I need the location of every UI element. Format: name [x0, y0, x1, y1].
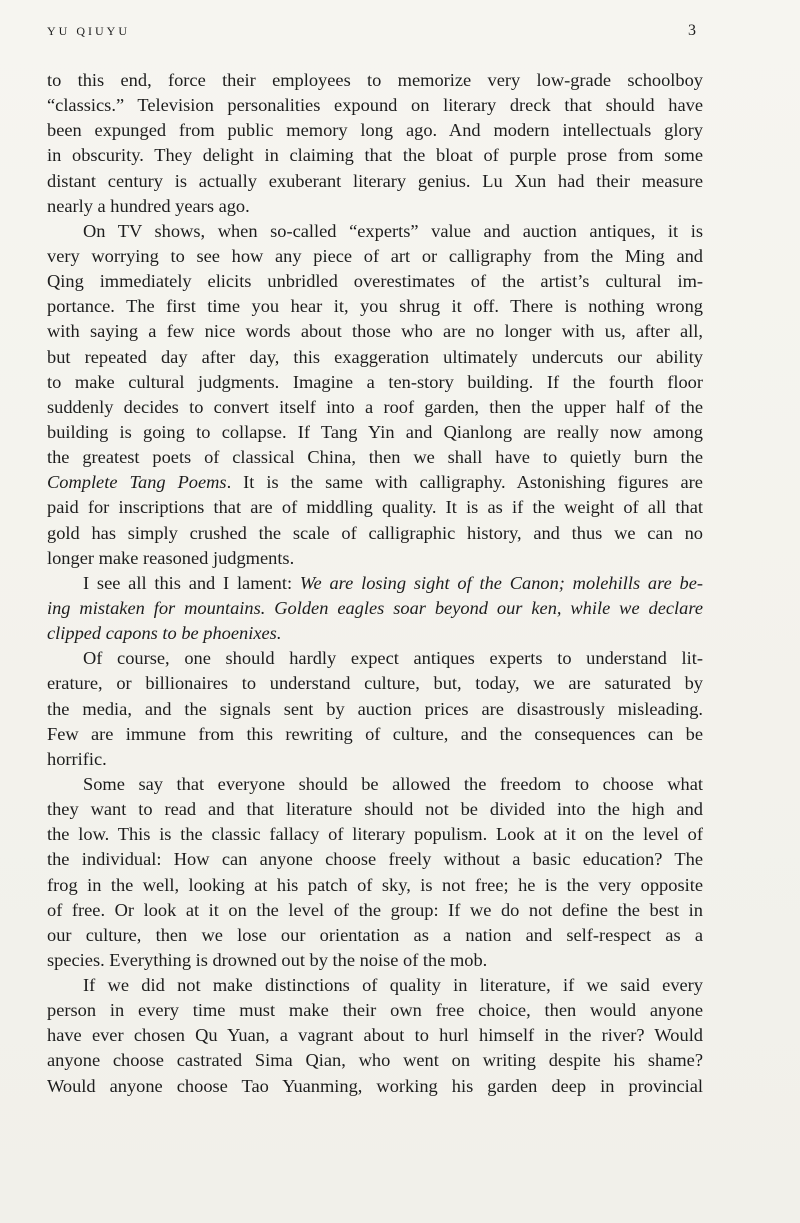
text-fragment: . It is the same with calligraphy. Astonishing figures are — [226, 472, 703, 493]
body-text — [47, 68, 703, 1099]
text-line: horrific. — [47, 748, 107, 769]
text-line: our culture, then we lose our orientation as a nation and self-respect as a — [47, 924, 703, 945]
text-line: building is going to collapse. If Tang Yin and Qianlong are really now among — [47, 421, 703, 442]
text-line: Few are immune from this rewriting of culture, and the consequences can be — [47, 723, 703, 744]
italic-title: Complete Tang Poems — [47, 472, 227, 493]
running-head: YU QIUYU — [47, 24, 130, 38]
text-line: the media, and the signals sent by auction prices are disastrously misleading. — [47, 698, 703, 719]
text-line — [47, 571, 703, 596]
text-line: paid for inscriptions that are of middling quality. It is as if the weight of all that — [47, 497, 703, 518]
text-line: If we did not make distinctions of quality in literature, if we said every — [83, 975, 703, 996]
text-line: Qing immediately elicits unbridled overestimates of the artist’s cultural im- — [47, 271, 703, 292]
text-line: On TV shows, when so-called “experts” value and auction antiques, it is — [83, 220, 703, 241]
text-line: distant century is actually exuberant literary genius. Lu Xun had their measure — [47, 170, 703, 191]
text-line: to this end, force their employees to memorize very low-grade schoolboy — [47, 70, 703, 90]
text-fragment: I see all this and I lament: — [83, 572, 300, 593]
text-line: in obscurity. They delight in claiming that the bloat of purple prose from some — [47, 145, 703, 166]
text-line: with saying a few nice words about those who are no longer with us, after all, — [47, 321, 703, 342]
text-line: nearly a hundred years ago. — [47, 195, 250, 216]
page-number: 3 — [688, 22, 696, 39]
text-line: erature, or billionaires to understand culture, but, today, we are saturated by — [47, 673, 703, 694]
text-line: been expunged from public memory long ago. And modern intellectuals glory — [47, 120, 703, 141]
text-line: suddenly decides to convert itself into a roof garden, then the upper half of the — [47, 396, 703, 417]
text-line: anyone choose castrated Sima Qian, who went on writing despite his shame? — [47, 1050, 703, 1071]
text-line: the individual: How can anyone choose freely without a basic education? The — [47, 849, 703, 870]
text-line: longer make reasoned judgments. — [47, 547, 295, 568]
text-line: Some say that everyone should be allowed the freedom to choose what — [83, 773, 703, 794]
text-line: have ever chosen Qu Yuan, a vagrant about to hurl himself in the river? Would — [47, 1025, 703, 1046]
text-line: portance. The first time you hear it, you shrug it off. There is nothing wrong — [47, 296, 703, 317]
text-line: frog in the well, looking at his patch of sky, is not free; he is the very opposite — [47, 874, 703, 895]
text-line: but repeated day after day, this exaggeration ultimately undercuts our ability — [47, 346, 703, 367]
text-line: the low. This is the classic fallacy of literary populism. Look at it on the level of — [47, 824, 703, 845]
text-line: Of course, one should hardly expect antiques experts to understand lit- — [83, 648, 703, 669]
text-line: clipped capons to be phoenixes. — [47, 623, 282, 644]
text-line: “classics.” Television personalities expound on literary dreck that should have — [47, 95, 703, 116]
text-line: species. Everything is drowned out by the noise of the mob. — [47, 949, 488, 970]
text-line: of free. Or look at it on the level of the group: If we do not define the best in — [47, 899, 703, 920]
text-line: very worrying to see how any piece of art or calligraphy from the Ming and — [47, 245, 703, 266]
text-line: ing mistaken for mountains. Golden eagles soar beyond our ken, while we declare — [47, 597, 703, 618]
text-line: gold has simply crushed the scale of calligraphic history, and thus we can no — [47, 522, 703, 543]
text-line — [47, 470, 703, 495]
text-line: to make cultural judgments. Imagine a ten-story building. If the fourth floor — [47, 371, 703, 392]
text-line: the greatest poets of classical China, then we shall have to quietly burn the — [47, 447, 703, 468]
text-line: they want to read and that literature should not be divided into the high and — [47, 799, 703, 820]
text-line: Would anyone choose Tao Yuanming, working his garden deep in provincial — [47, 1075, 703, 1096]
italic-quote: We are losing sight of the Canon; molehills are be- — [299, 572, 703, 593]
text-line: person in every time must make their own free choice, then would anyone — [47, 1000, 703, 1021]
